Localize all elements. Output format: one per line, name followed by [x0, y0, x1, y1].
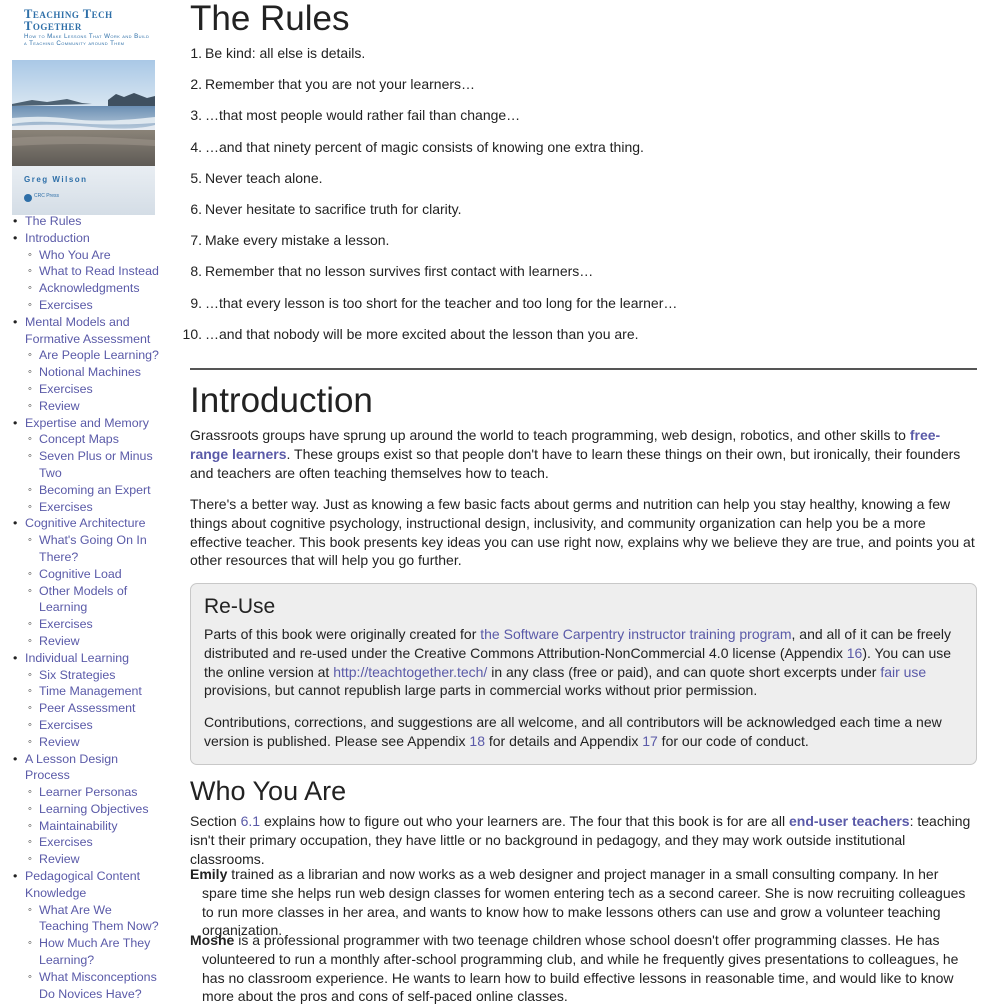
rule-number: 5. — [190, 169, 202, 186]
rule-item — [190, 105, 677, 136]
toc-section-item — [39, 398, 160, 415]
toc-link[interactable]: Exercises — [39, 835, 93, 850]
toc-chapter-item — [25, 314, 160, 348]
toc-section-item — [39, 583, 160, 617]
toc-link[interactable]: Cognitive Load — [39, 566, 122, 581]
toc-section-item — [39, 717, 160, 734]
rule-item — [190, 261, 677, 292]
toc-link[interactable]: Are People Learning? — [39, 348, 159, 363]
persona-emily: Emily trained as a librarian and now works as a web designer and project manager in a small consulting company. In her spare time she helps run web design classes for women entering tech as a second career. She is now recruiting colleagues to run more classes in her area, and wants to know how to make lessons others can use and grow a volunteer teaching organization. — [190, 866, 966, 939]
toc-section-item — [39, 364, 160, 381]
rule-number: 1. — [190, 45, 202, 61]
toc-link[interactable]: Maintainability — [39, 818, 118, 833]
rule-item — [190, 168, 677, 199]
section-6-1-link[interactable]: 6.1 — [240, 813, 261, 829]
who-paragraph: Section 6.1 explains how to figure out who your learners are. The four that this book is for are all end-user teachers: teaching isn't their primary occupation, they have little or no background in pedagogy, and they may work outside institutional classrooms. — [190, 813, 971, 867]
persona-moshe: Moshe is a professional programmer with two teenage children whose school doesn't offer programming classes. He has volunteered to run a monthly after-school programming club, and while he frequently gives presentations to colleagues, he has no classroom experience. He wants to learn how to build effective lessons in reasonable time, and would like to know more about the pros and cons of self-paced online classes. — [190, 932, 959, 1005]
end-user-teachers-link[interactable]: end-user teachers — [788, 813, 910, 829]
toc-section-item — [39, 482, 160, 499]
toc-link[interactable]: What Are We Teaching Them Now? — [39, 902, 159, 934]
appendix-17-link[interactable]: 17 — [642, 732, 658, 749]
software-carpentry-link[interactable]: the Software Carpentry instructor training program — [480, 626, 792, 642]
toc-link[interactable]: Learner Personas — [39, 785, 138, 800]
rule-text: Remember that you are not your learners… — [205, 76, 476, 93]
rule-number: 6. — [190, 200, 202, 217]
toc-section-item — [39, 834, 160, 851]
persona-name: Moshe — [190, 932, 235, 948]
toc-link[interactable]: Exercises — [39, 297, 93, 312]
toc-section-item — [39, 381, 160, 398]
toc-chapter-item — [25, 515, 160, 532]
rule-text: …that most people would rather fail than change… — [205, 107, 521, 124]
toc-link[interactable]: Acknowledgments — [39, 281, 140, 296]
rule-item — [190, 43, 677, 74]
toc-link[interactable]: Exercises — [39, 499, 93, 514]
intro-paragraph-2: There's a better way. Just as knowing a few basic facts about germs and nutrition can help you stay healthy, knowing a few things about cognitive psychology, instructional design, inclusivity, and community organization can help you be a more effective teacher. This book presents key ideas you can use right now, explains why we believe they are true, and points you at other resources that will help you go further. — [190, 496, 975, 569]
rule-item — [182, 324, 677, 355]
reuse-callout — [190, 583, 977, 765]
toc-section-item — [39, 734, 160, 751]
cover-author: Greg Wilson — [24, 175, 88, 184]
toc-section-item — [39, 683, 160, 700]
toc-section-item — [39, 532, 160, 566]
toc-link[interactable]: Cognitive Architecture — [25, 516, 146, 531]
toc-chapter-item — [25, 868, 160, 902]
who-you-are-heading: Who You Are — [190, 776, 347, 806]
rule-number: 3. — [190, 107, 202, 124]
toc-link[interactable]: Seven Plus or Minus Two — [39, 449, 153, 480]
toc-link[interactable]: Time Management — [39, 684, 142, 699]
publisher-mark: CRC Press — [34, 193, 60, 199]
publisher-logo-icon — [24, 194, 32, 202]
rule-number: 2. — [190, 76, 202, 93]
toc-link[interactable]: Exercises — [39, 717, 93, 732]
toc-chapter-item — [25, 415, 160, 432]
sidebar — [0, 0, 175, 1000]
toc-link[interactable]: Mental Models and Formative Assessment — [25, 314, 151, 346]
rule-number: 4. — [190, 138, 202, 155]
cover-title: Teaching Tech Together — [24, 7, 113, 33]
persona-name: Emily — [190, 866, 228, 882]
rule-text: …and that ninety percent of magic consists of knowing one extra thing. — [205, 138, 644, 155]
toc-section-item — [39, 851, 160, 868]
toc-chapter-item — [25, 751, 160, 785]
rule-item — [190, 137, 677, 168]
toc-link[interactable]: Expertise and Memory — [25, 415, 149, 430]
rule-item — [190, 293, 677, 324]
rule-text: Never hesitate to sacrifice truth for clarity. — [205, 200, 462, 217]
toc-section-item — [39, 935, 160, 969]
intro-paragraph-1: Grassroots groups have sprung up around the world to teach programming, web design, robotics, and other skills to free-range learners. These groups exist so that people don't have to learn these things on their own, but ironically, their founders and teachers are often teaching themselves how to teach. — [190, 427, 961, 481]
toc-link[interactable]: Individual Learning — [25, 650, 130, 665]
rule-text: …and that nobody will be more excited about the lesson than you are. — [205, 325, 639, 342]
toc-section-item — [39, 616, 160, 633]
toc-link[interactable]: Peer Assessment — [39, 701, 136, 716]
toc-section-item — [39, 280, 160, 297]
toc-link[interactable]: The Rules — [25, 214, 82, 228]
reuse-heading: Re-Use — [204, 595, 276, 618]
rule-number: 10. — [182, 325, 202, 342]
rules-heading: The Rules — [190, 0, 350, 38]
toc-link[interactable]: What's Going On In There? — [39, 533, 147, 564]
toc-link[interactable]: Six Strategies — [39, 667, 116, 682]
toc-link[interactable]: Other Models of Learning — [39, 583, 128, 615]
rule-item — [190, 199, 677, 230]
toc-link[interactable]: Pedagogical Content Knowledge — [25, 869, 141, 900]
rule-text: Never teach alone. — [205, 169, 323, 186]
rule-text: …that every lesson is too short for the teacher and too long for the learner… — [205, 294, 678, 311]
rule-text: Make every mistake a lesson. — [205, 232, 390, 249]
rule-item — [190, 74, 677, 105]
toc-link[interactable]: Review — [39, 734, 80, 749]
rule-number: 8. — [190, 263, 202, 280]
toc-section-item — [39, 633, 160, 650]
rule-number: 7. — [190, 232, 202, 249]
toc-link[interactable]: Exercises — [39, 617, 93, 632]
toc-link[interactable]: Review — [39, 852, 80, 867]
toc-section-item — [39, 969, 160, 1000]
toc-section-item — [39, 247, 160, 264]
toc-link[interactable]: What to Read Instead — [39, 264, 159, 279]
reuse-paragraph-1: Parts of this book were originally created for the Software Carpentry instructor training program, and all of it can be freely distributed and re-used under the Creative Commons Attribution-NonCommercial 4.0 license (Appendix 16). You can use the online version at http://teachtogether.tech/ in any class (free or paid), and can quote short excerpts under fair use provisions, but cannot republish large parts in commercial works without prior permission. — [204, 626, 952, 699]
toc-section-item — [39, 700, 160, 717]
cover-subtitle: How to Make Lessons That Work and Build a Teaching Community around Them — [24, 33, 150, 47]
toc-link[interactable]: Exercises — [39, 381, 93, 396]
toc-link[interactable]: Introduction — [25, 230, 90, 245]
toc-section-item — [39, 499, 160, 516]
appendix-18-link[interactable]: 18 — [469, 732, 485, 749]
rule-text: Be kind: all else is details. — [205, 45, 366, 61]
toc-section-item — [39, 297, 160, 314]
beach-photo — [12, 60, 155, 166]
rule-text: Remember that no lesson survives first contact with learners… — [205, 263, 594, 280]
toc-link[interactable]: Notional Machines — [39, 365, 141, 380]
introduction-heading: Introduction — [190, 381, 373, 420]
toc-link[interactable]: Review — [39, 633, 80, 648]
toc-section-item — [39, 448, 160, 482]
toc-section-item — [39, 566, 160, 583]
toc-section-item — [39, 902, 160, 936]
toc-link[interactable]: Concept Maps — [39, 432, 119, 447]
toc-link[interactable]: A Lesson Design Process — [25, 751, 118, 783]
toc-section-item — [39, 667, 160, 684]
toc-section-item — [39, 263, 160, 280]
toc-chapter-item — [25, 213, 160, 230]
book-cover-image[interactable] — [12, 0, 155, 215]
table-of-contents — [25, 213, 160, 1000]
free-range-learners-link[interactable]: free-range learners — [190, 427, 941, 462]
toc-section-item — [39, 784, 160, 801]
toc-link[interactable]: Who You Are — [39, 247, 111, 262]
toc-section-item — [39, 818, 160, 835]
rule-number: 9. — [190, 294, 202, 311]
toc-link[interactable]: Becoming an Expert — [39, 482, 151, 497]
appendix-16-link[interactable]: 16 — [846, 644, 863, 661]
toc-section-item — [39, 801, 160, 818]
toc-link[interactable]: What Misconceptions Do Novices Have? — [39, 969, 157, 1000]
fair-use-link[interactable]: fair use — [880, 663, 927, 680]
toc-section-item — [39, 431, 160, 448]
reuse-paragraph-2: Contributions, corrections, and suggestions are all welcome, and all contributors will be acknowledged each time a new version is published. Please see Appendix 18 for details and Appendix 17 for our code of conduct. — [204, 714, 942, 749]
toc-section-item — [39, 347, 160, 364]
rule-item — [190, 230, 677, 261]
section-divider — [190, 368, 977, 370]
teachtogether-url-link[interactable]: http://teachtogether.tech/ — [333, 663, 488, 680]
toc-chapter-item — [25, 650, 160, 667]
toc-chapter-item — [25, 230, 160, 247]
toc-link[interactable]: How Much Are They Learning? — [39, 936, 151, 968]
toc-link[interactable]: Review — [39, 398, 80, 413]
rules-list — [182, 43, 678, 355]
toc-link[interactable]: Learning Objectives — [39, 801, 149, 816]
